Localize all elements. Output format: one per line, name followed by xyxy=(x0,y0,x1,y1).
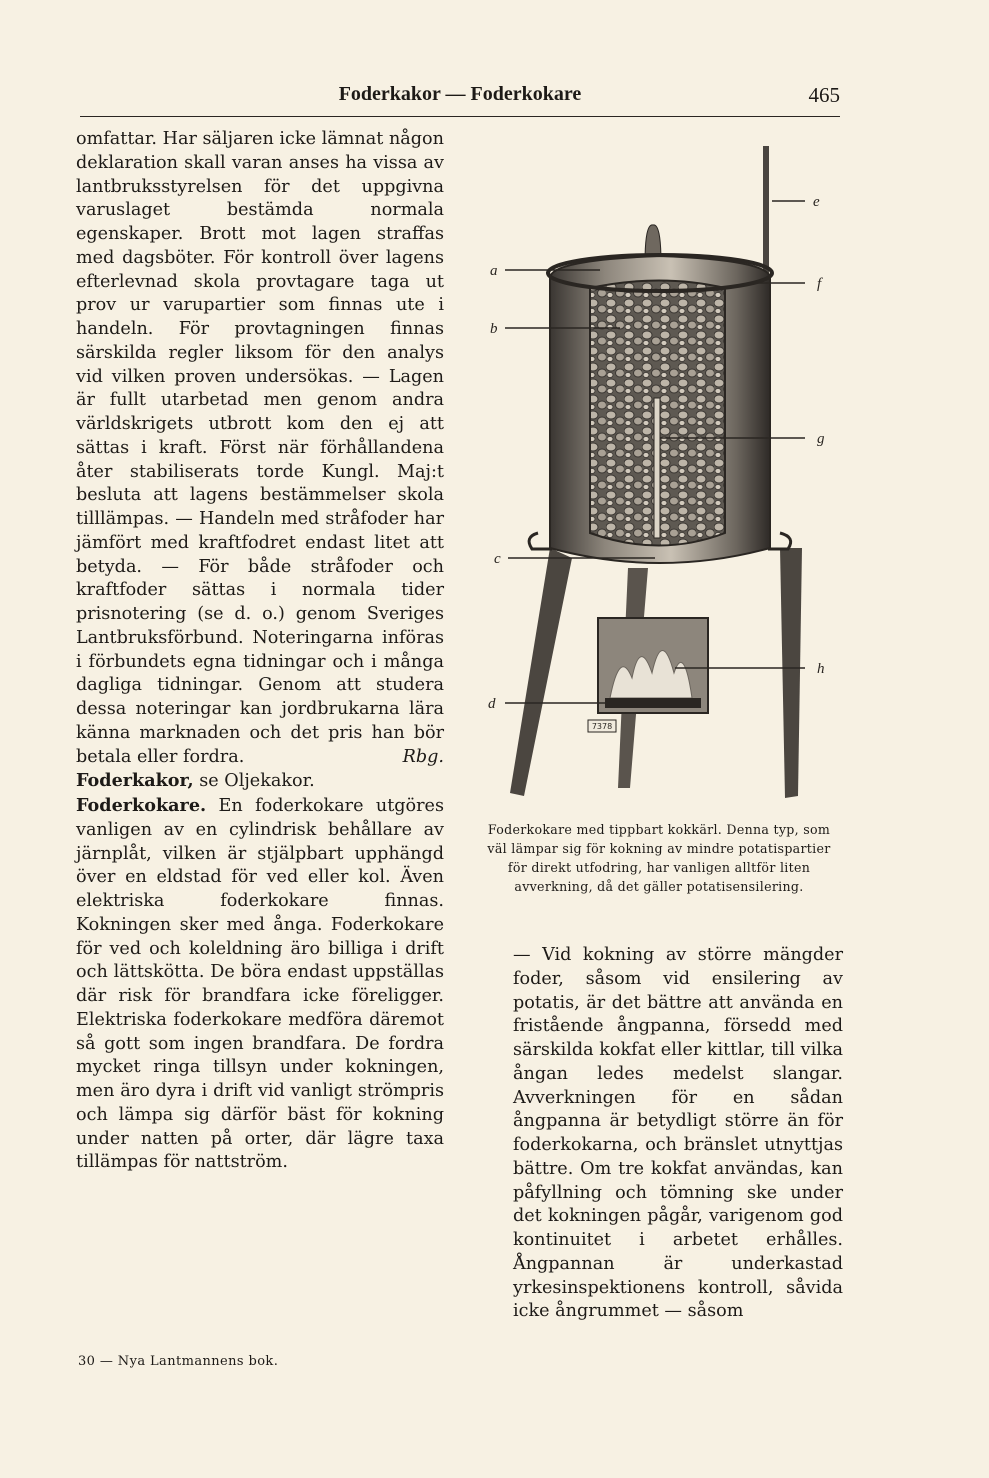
paragraph-text: omfattar. Har säljaren icke lämnat någon deklaration skall varan anses ha vissa av lantbruksstyrelsen för det uppgivna varuslaget bestämda normala egenskaper. Brott mot lagen straffas med dagsböter. För kontroll över lagens efterlevnad skola provtagare taga ut prov ur varupartier som finnas ute i handeln. För provtagningen finnas särskilda regler liksom för den analys vid vilken proven undersökas. — Lagen är fullt utarbetad men genom andra världskrigets utbrott kom den ej att sättas i kraft. Först när förhållandena åter stabiliserats torde Kungl. Maj:t besluta att lagens bestämmelser skola tilllämpas. — Handeln med stråfoder har jämfört med kraftfodret endast litet att betyda. — För både stråfoder och kraftfoder sättas i normala tider prisnotering (se d. o.) genom Sveriges Lantbruksförbund. Noteringarna införas i förbundets egna tidningar och i många dagliga tidningar. Genom att studera dessa noteringar kan jordbrukarna lära känna marknaden och det pris han bör betala eller fordra. xyxy=(76,129,444,767)
figure-caption: Foderkokare med tippbart kokkärl. Denna typ, som väl lämpar sig för kokning av mindre potatispartier för direkt utfodring, har vanligen alltför liten avverkning, då det gäller potatisensilering. xyxy=(487,822,831,894)
entry-foderkokare xyxy=(76,794,444,1175)
entry-term: Foderkokare. xyxy=(76,795,207,816)
boiler-drawing xyxy=(480,138,840,818)
label-f: f xyxy=(817,276,822,292)
label-c: c xyxy=(494,551,501,567)
entry-text: En foderkokare utgöres vanligen av en cylindrisk behållare av järnplåt, vilken är stjälpbart upphängd över en eldstad för ved eller kol. Även elektriska foderkokare finnas. Kokningen sker med ånga. Foderkokare för ved och koleldning äro billiga i drift och lättskötta. De böra endast uppställas där risk för brandfara icke föreligger. Elektriska foderkokare medföra däremot så gott som ingen brandfara. De fordra mycket ringa tillsyn under kokningen, men äro dyra i drift vid vanligt strömpris och lämpa sig därför bäst för kokning under natten på orter, där lägre taxa tillämpas för nattström. xyxy=(76,796,444,1173)
boiler-illustration xyxy=(480,138,840,818)
handle-right xyxy=(768,533,791,549)
right-column xyxy=(495,944,843,1324)
plate-number: 7378 xyxy=(591,722,613,731)
entry-text: se Oljekakor. xyxy=(199,771,315,792)
label-g: g xyxy=(817,431,825,447)
running-title: Foderkakor — Foderkokare xyxy=(338,83,582,105)
page-number: 465 xyxy=(808,83,840,107)
left-column xyxy=(76,128,444,1175)
page-header xyxy=(80,80,840,117)
label-d: d xyxy=(488,696,496,712)
label-h: h xyxy=(817,661,825,677)
entry-foderkakor xyxy=(76,769,444,794)
label-b: b xyxy=(490,321,498,337)
leg-right xyxy=(780,548,802,798)
steam-pipe xyxy=(654,398,660,538)
entry-term: Foderkakor, xyxy=(76,770,194,792)
handle-left xyxy=(529,533,552,549)
label-a: a xyxy=(490,263,498,279)
footer-signature-mark: 30 — Nya Lantmannens bok. xyxy=(78,1354,279,1369)
label-e: e xyxy=(813,194,820,210)
paragraph xyxy=(76,128,444,769)
author-signature: Rbg. xyxy=(402,746,444,767)
paragraph: — Vid kokning av större mängder foder, såsom vid ensilering av potatis, är det bättre att använda en fristående ångpanna, försedd med särskilda kokfat eller kittlar, till vilka ångan ledes medelst slangar. Avverkningen för en sådan ångpanna är betydligt större än för foderkokarna, och bränslet utnyttjas bättre. Om tre kokfat användas, kan påfyllning och tömning ske under det kokningen pågår, varigenom god kontinuitet i arbetet erhålles. Ångpannan är underkastad yrkesinspektionens kontroll, såvida icke ångrummet — såsom xyxy=(513,945,843,1322)
leg-left xyxy=(510,548,572,796)
